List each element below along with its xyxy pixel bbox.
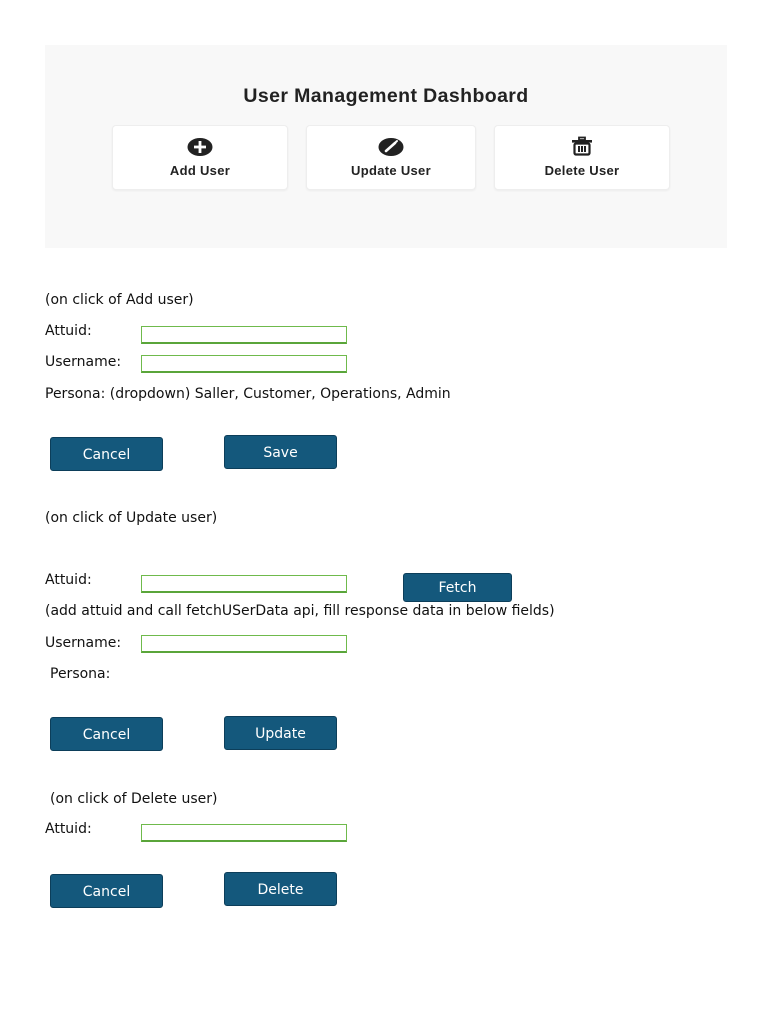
add-cancel-button[interactable]: Cancel [50,437,163,471]
update-api-note: (add attuid and call fetchUSerData api, fill response data in below fields) [45,603,555,619]
delete-user-label: Delete User [544,163,620,178]
delete-attuid-label: Attuid: [45,821,92,837]
add-user-label: Add User [169,163,231,178]
update-username-input[interactable] [141,635,347,653]
add-section-heading: (on click of Add user) [45,292,194,308]
update-section-heading: (on click of Update user) [45,510,218,526]
update-persona-label: Persona: [50,666,111,682]
dashboard-title: User Management Dashboard [243,85,529,107]
delete-button[interactable]: Delete [224,872,337,906]
add-attuid-input[interactable] [141,326,347,344]
add-save-button[interactable]: Save [224,435,337,469]
delete-user-card[interactable] [494,125,670,190]
add-username-input[interactable] [141,355,347,373]
update-attuid-input[interactable] [141,575,347,593]
update-user-label: Update User [351,163,431,178]
delete-attuid-input[interactable] [141,824,347,842]
add-user-card[interactable] [112,125,288,190]
update-attuid-label: Attuid: [45,572,92,588]
pencil-circle-icon [378,136,404,158]
update-username-label: Username: [45,635,122,651]
add-persona-text: Persona: (dropdown) Saller, Customer, Operations, Admin [45,386,451,402]
delete-section-heading: (on click of Delete user) [50,791,218,807]
update-cancel-button[interactable]: Cancel [50,717,163,751]
trash-icon [569,136,595,158]
add-username-label: Username: [45,354,122,370]
dashboard-panel [45,45,727,248]
fetch-button[interactable]: Fetch [403,573,512,602]
plus-circle-icon [187,136,213,158]
delete-cancel-button[interactable]: Cancel [50,874,163,908]
update-button[interactable]: Update [224,716,337,750]
update-user-card[interactable] [306,125,476,190]
add-attuid-label: Attuid: [45,323,92,339]
